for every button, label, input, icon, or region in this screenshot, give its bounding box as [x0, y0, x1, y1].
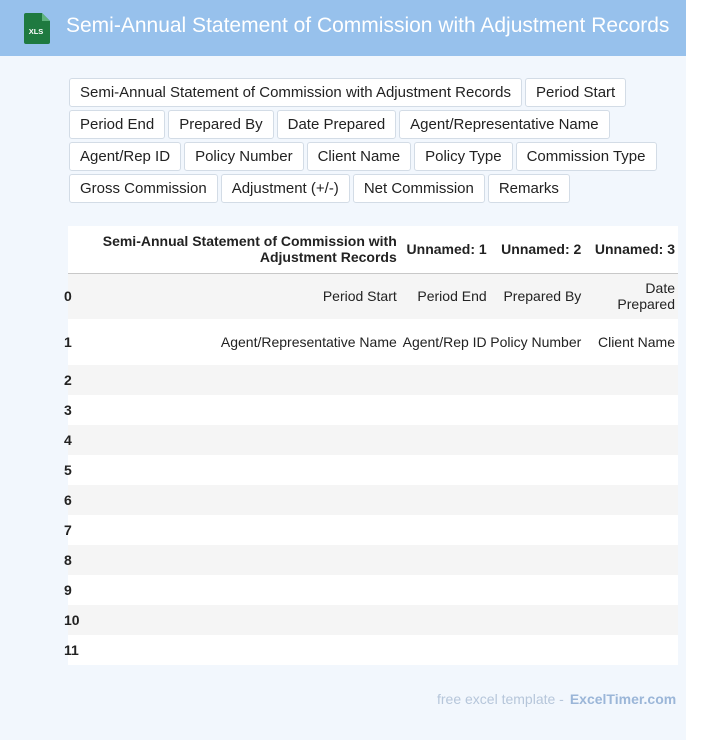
table-cell[interactable]: [80, 425, 400, 455]
column-header: Unnamed: 1: [406, 241, 487, 258]
table-cell[interactable]: [80, 515, 400, 545]
page-title: Semi-Annual Statement of Commission with Adjustment Records: [66, 14, 670, 37]
column-chip[interactable]: Date Prepared: [277, 110, 397, 139]
column-header: Unnamed: 2: [501, 241, 582, 258]
row-index: 10: [64, 612, 80, 628]
table-row: [68, 455, 678, 485]
table-cell[interactable]: [584, 485, 678, 515]
table-cell[interactable]: Period Start: [322, 288, 397, 305]
footer-brand-link[interactable]: ExcelTimer.com: [569, 691, 677, 707]
table-row: [68, 575, 678, 605]
table-cell[interactable]: [490, 575, 585, 605]
row-index: 4: [64, 432, 72, 448]
table-row: [68, 365, 678, 395]
data-table-viewport[interactable]: [64, 226, 678, 665]
excel-icon-label: XLS: [28, 27, 44, 36]
column-chip[interactable]: Policy Type: [414, 142, 512, 171]
table-cell[interactable]: [584, 605, 678, 635]
table-cell[interactable]: [80, 365, 400, 395]
table-cell[interactable]: [80, 455, 400, 485]
table-row: [68, 273, 678, 319]
table-row: [68, 319, 678, 365]
table-cell[interactable]: [584, 425, 678, 455]
table-cell[interactable]: [80, 485, 400, 515]
column-header: Semi-Annual Statement of Commission with Adjustment Records: [102, 233, 397, 266]
table-cell[interactable]: Period End: [417, 288, 487, 305]
column-chip[interactable]: Period End: [69, 110, 165, 139]
table-cell[interactable]: [400, 635, 490, 665]
table-row: [68, 545, 678, 575]
row-index: 7: [64, 522, 72, 538]
column-chip-list: [69, 78, 669, 203]
table-cell[interactable]: [400, 365, 490, 395]
row-index: 0: [64, 288, 72, 305]
table-cell[interactable]: [80, 635, 400, 665]
column-chip[interactable]: Semi-Annual Statement of Commission with Adjustment Records: [69, 78, 522, 107]
table-cell[interactable]: [584, 395, 678, 425]
data-table: [64, 226, 678, 665]
table-cell[interactable]: [400, 605, 490, 635]
column-chip[interactable]: Prepared By: [168, 110, 273, 139]
table-cell[interactable]: Date Prepared: [617, 280, 675, 313]
row-index: 9: [64, 582, 72, 598]
row-index: 6: [64, 492, 72, 508]
table-row: [68, 515, 678, 545]
table-cell[interactable]: [490, 425, 585, 455]
table-cell[interactable]: [584, 635, 678, 665]
app-header: [0, 0, 686, 56]
table-cell[interactable]: Policy Number: [490, 334, 582, 350]
table-row: [68, 485, 678, 515]
table-cell[interactable]: [490, 635, 585, 665]
table-cell[interactable]: [584, 365, 678, 395]
table-cell[interactable]: [584, 545, 678, 575]
table-row: [68, 425, 678, 455]
table-cell[interactable]: [400, 455, 490, 485]
table-row: [68, 395, 678, 425]
table-cell[interactable]: [400, 425, 490, 455]
column-chip[interactable]: Adjustment (+/-): [221, 174, 350, 203]
row-index: 2: [64, 372, 72, 388]
table-cell[interactable]: [584, 455, 678, 485]
footer-lead-text: free excel template -: [437, 691, 564, 707]
table-cell[interactable]: [80, 545, 400, 575]
table-cell[interactable]: [490, 365, 585, 395]
index-header: [68, 226, 80, 273]
table-cell[interactable]: [584, 575, 678, 605]
table-cell[interactable]: Agent/Representative Name: [220, 334, 397, 350]
table-row: [68, 635, 678, 665]
row-index: 8: [64, 552, 72, 568]
table-header-row: [68, 226, 678, 273]
excel-file-icon: [24, 13, 50, 44]
table-cell[interactable]: [80, 395, 400, 425]
table-cell[interactable]: [80, 575, 400, 605]
table-cell[interactable]: [80, 605, 400, 635]
table-cell[interactable]: [400, 545, 490, 575]
column-chip[interactable]: Remarks: [488, 174, 570, 203]
table-row: [68, 605, 678, 635]
column-chip[interactable]: Policy Number: [184, 142, 304, 171]
table-cell[interactable]: [400, 575, 490, 605]
column-chip[interactable]: Gross Commission: [69, 174, 218, 203]
row-index: 11: [64, 642, 79, 658]
column-chip[interactable]: Agent/Rep ID: [69, 142, 181, 171]
table-cell[interactable]: Agent/Rep ID: [402, 334, 487, 350]
row-index: 1: [64, 334, 72, 350]
table-cell[interactable]: [490, 515, 585, 545]
table-cell[interactable]: Client Name: [597, 334, 675, 350]
table-cell[interactable]: [490, 485, 585, 515]
column-chip[interactable]: Commission Type: [516, 142, 657, 171]
column-chip[interactable]: Client Name: [307, 142, 412, 171]
table-cell[interactable]: [490, 545, 585, 575]
column-chip[interactable]: Agent/Representative Name: [399, 110, 609, 139]
row-index: 5: [64, 462, 72, 478]
table-cell[interactable]: [400, 515, 490, 545]
column-chip[interactable]: Net Commission: [353, 174, 485, 203]
column-chip[interactable]: Period Start: [525, 78, 626, 107]
table-cell[interactable]: [490, 605, 585, 635]
table-cell[interactable]: [584, 515, 678, 545]
table-cell[interactable]: Prepared By: [503, 288, 582, 305]
row-index: 3: [64, 402, 72, 418]
table-cell[interactable]: [400, 485, 490, 515]
table-cell[interactable]: [490, 395, 585, 425]
column-header: Unnamed: 3: [594, 241, 675, 258]
right-margin: [686, 0, 702, 740]
footer-credit: [437, 691, 676, 707]
table-cell[interactable]: [490, 455, 585, 485]
table-cell[interactable]: [400, 395, 490, 425]
